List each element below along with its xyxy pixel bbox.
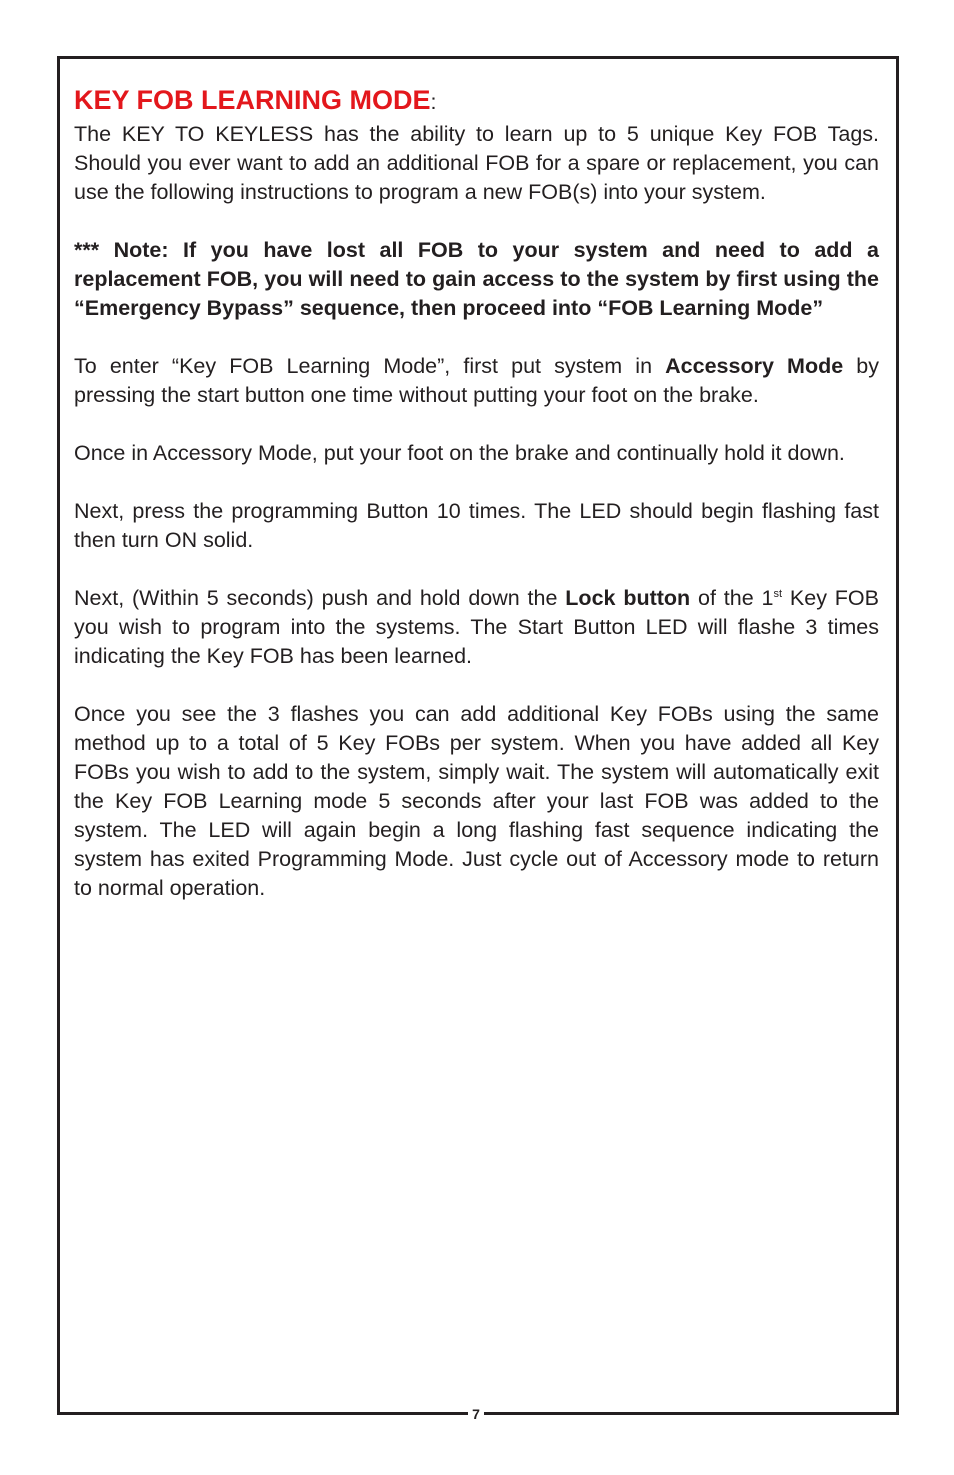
intro-paragraph: The KEY TO KEYLESS has the ability to learn up to 5 unique Key FOB Tags. Should you ever want to add an additional FOB for a spare or replacement, you can use the following instructions to program a new FOB(s) into your system. [74, 122, 879, 204]
accessory-mode-bold: Accessory Mode [665, 354, 844, 378]
lock-button-bold: Lock button [565, 586, 691, 610]
lock-text-before: Next, (Within 5 seconds) push and hold down the [74, 586, 566, 610]
note-paragraph: *** Note: If you have lost all FOB to your system and need to add a replacement FOB, you will need to gain access to the system by first using the “Emergency Bypass” sequence, then proceed into “FOB Learning Mode” [74, 238, 879, 320]
bottom-rule-right [484, 1412, 898, 1415]
press-button-paragraph: Next, press the programming Button 10 times. The LED should begin flashing fast then turn ON solid. [74, 499, 879, 552]
section-title: KEY FOB LEARNING MODE [74, 85, 431, 115]
ordinal-suffix: st [773, 587, 783, 600]
enter-text-after: by pressing the start button one time without putting your foot on the brake. [74, 354, 879, 407]
accessory-paragraph: Once in Accessory Mode, put your foot on the brake and continually hold it down. [74, 441, 845, 465]
closing-paragraph: Once you see the 3 flashes you can add additional Key FOBs using the same method up to a total of 5 Key FOBs per system. When you have added all Key FOBs you wish to add to the system, simply wait. The system will automatically exit the Key FOB Learning mode 5 seconds after your last FOB was added to the system. The LED will again begin a long flashing fast sequence indicating the system has exited Programming Mode. Just cycle out of Accessory mode to return to normal operation. [74, 702, 879, 900]
page-content [74, 82, 879, 932]
lock-button-paragraph [74, 584, 879, 671]
title-colon: : [430, 90, 437, 114]
enter-text-before: To enter “Key FOB Learning Mode”, first put system in [74, 354, 666, 378]
lock-text-mid: of the 1 [690, 586, 774, 610]
bottom-rule-left [57, 1412, 468, 1415]
page-number: 7 [472, 1406, 480, 1422]
lock-text-after: Key FOB you wish to program into the systems. The Start Button LED will flashe 3 times indicating the Key FOB has been learned. [74, 586, 879, 668]
section-heading [74, 82, 879, 120]
enter-mode-paragraph [74, 352, 879, 410]
